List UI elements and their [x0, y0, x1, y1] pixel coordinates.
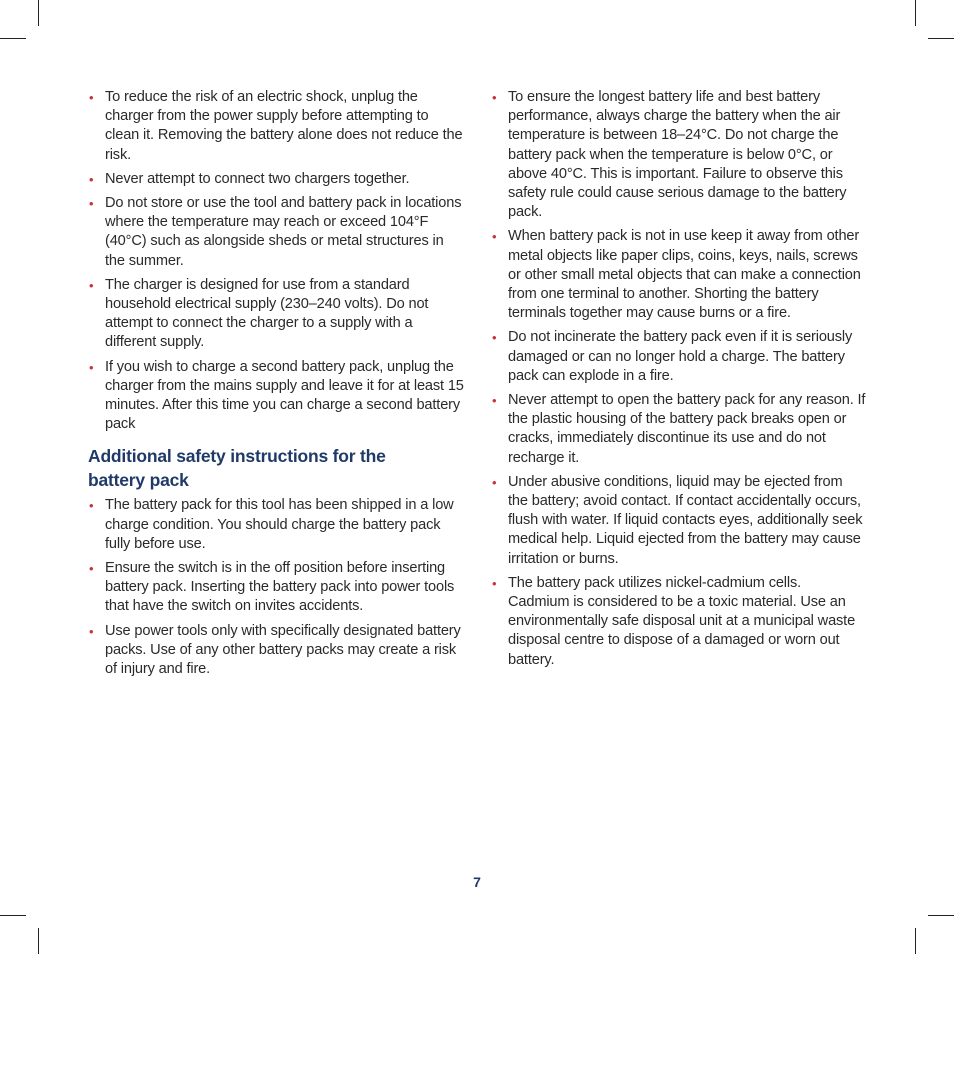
bullet-icon: • — [89, 498, 94, 514]
bullet-icon: • — [89, 623, 94, 639]
list-item-text: The battery pack for this tool has been shipped in a low charge condition. You should charge the battery pack fully before use. — [105, 497, 454, 552]
crop-mark-top-right-vertical — [915, 0, 916, 26]
bullet-icon: • — [89, 359, 94, 375]
bullet-icon: • — [492, 474, 497, 490]
bullet-icon: • — [89, 171, 94, 187]
bullet-icon: • — [89, 277, 94, 293]
list-item — [88, 88, 464, 165]
list-item-text: The battery pack utilizes nickel-cadmium cells. Cadmium is considered to be a toxic material. Use an environmentally safe disposal unit at a municipal waste disposal centre to dispose of a damaged or worn out battery. — [508, 574, 856, 668]
left-column — [88, 88, 464, 684]
list-item-text: Use power tools only with specifically designated battery packs. Use of any other battery packs may create a risk of injury and fire. — [105, 622, 461, 678]
list-item — [491, 227, 866, 323]
crop-mark-bottom-left-vertical — [38, 928, 39, 954]
list-item-text: To reduce the risk of an electric shock, unplug the charger from the power supply before attempting to clean it. Removing the battery alone does not reduce the risk. — [105, 89, 463, 163]
bullet-icon: • — [89, 561, 94, 577]
list-item — [491, 328, 866, 386]
bullet-icon: • — [492, 229, 497, 245]
list-item-text: Do not store or use the tool and battery pack in locations where the temperature may reach or exceed 104°F (40°C) such as alongside sheds or metal structures in the summer. — [105, 195, 462, 269]
list-item-text: Ensure the switch is in the off position before inserting battery pack. Inserting the battery pack into power tools that have the switch on invites accidents. — [105, 560, 455, 615]
list-item-text: Under abusive conditions, liquid may be ejected from the battery; avoid contact. If contact accidentally occurs, flush with water. If liquid contacts eyes, additionally seek medical help. Liquid ejected from the battery may cause irritation or burns. — [508, 473, 863, 567]
list-item-text: If you wish to charge a second battery pack, unplug the charger from the mains supply and leave it for at least 15 minutes. After this time you can charge a second battery pack — [105, 358, 464, 433]
charger-safety-list — [88, 88, 464, 434]
bullet-icon: • — [492, 393, 497, 409]
list-item-text: Never attempt to connect two chargers together. — [105, 170, 410, 187]
battery-safety-list — [88, 496, 464, 679]
list-item — [491, 88, 866, 222]
list-item-text: Never attempt to open the battery pack for any reason. If the plastic housing of the battery pack breaks open or cracks, immediately discontinue its use and do not recharge it. — [508, 392, 866, 466]
list-item — [88, 358, 464, 435]
crop-mark-bottom-right-vertical — [915, 928, 916, 954]
list-item — [491, 391, 866, 468]
list-item — [491, 574, 866, 670]
list-item — [88, 559, 464, 617]
list-item-text: To ensure the longest battery life and best battery performance, always charge the battery when the air temperature is between 18–24°C. Do not charge the battery pack when the temperature is below 0°C, or above 40°C. This is important. Failure to observe this safety rule could cause serious damage to the battery pack. — [508, 89, 847, 221]
section-heading: Additional safety instructions for the battery pack — [88, 446, 386, 491]
list-item — [88, 276, 464, 353]
list-item-text: When battery pack is not in use keep it away from other metal objects like paper clips, coins, keys, nails, screws or other small metal objects that can make a connection from one terminal to another. Shorting the battery terminals together may cause burns or a fire. — [508, 228, 861, 322]
crop-mark-top-left-horizontal — [0, 38, 26, 39]
bullet-icon: • — [492, 90, 497, 105]
page-number: 7 — [473, 874, 481, 890]
list-item-text: Do not incinerate the battery pack even if it is seriously damaged or can no longer hold a charge. The battery pack can explode in a fire. — [508, 329, 853, 384]
bullet-icon: • — [89, 196, 94, 212]
list-item — [88, 170, 464, 189]
list-item — [88, 622, 464, 680]
bullet-icon: • — [89, 90, 94, 105]
crop-mark-top-right-horizontal — [928, 38, 954, 39]
crop-mark-top-left-vertical — [38, 0, 39, 26]
right-column — [491, 88, 866, 675]
bullet-icon: • — [492, 575, 497, 591]
list-item-text: The charger is designed for use from a standard household electrical supply (230–240 volts). Do not attempt to connect the charger to a supply with a different supply. — [105, 276, 429, 351]
crop-mark-bottom-right-horizontal — [928, 915, 954, 916]
list-item — [491, 473, 866, 569]
crop-mark-bottom-left-horizontal — [0, 915, 26, 916]
list-item — [88, 194, 464, 271]
bullet-icon: • — [492, 330, 497, 346]
battery-care-list — [491, 88, 866, 670]
list-item — [88, 496, 464, 554]
